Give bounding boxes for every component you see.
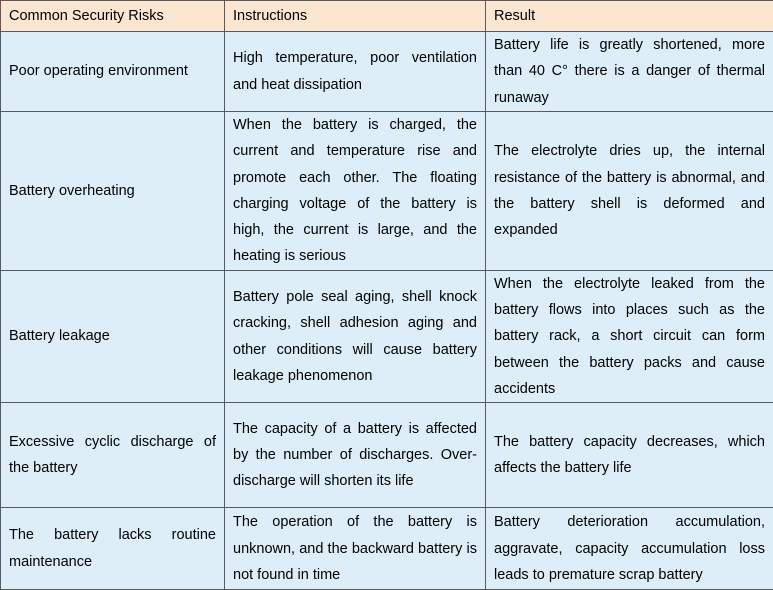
result-cell: The electrolyte dries up, the internal resistance of the battery is abnormal, and the battery shell is deformed and expanded bbox=[486, 112, 773, 271]
result-cell: When the electrolyte leaked from the battery flows into places such as the battery rack, a short circuit can form between the battery packs and cause accidents bbox=[486, 270, 773, 402]
table-row bbox=[1, 112, 773, 271]
result-cell: The battery capacity decreases, which affects the battery life bbox=[486, 403, 773, 508]
table-row bbox=[1, 403, 773, 508]
table-row bbox=[1, 270, 773, 402]
risk-cell: Excessive cyclic discharge of the battery bbox=[1, 403, 225, 508]
header-result: Result bbox=[486, 1, 773, 32]
instructions-cell: The operation of the battery is unknown, and the backward battery is not found in time bbox=[225, 508, 486, 590]
risk-cell: The battery lacks routine maintenance bbox=[1, 508, 225, 590]
instructions-cell: High temperature, poor ventilation and heat dissipation bbox=[225, 32, 486, 112]
risk-cell: Poor operating environment bbox=[1, 32, 225, 112]
risk-cell: Battery leakage bbox=[1, 270, 225, 402]
instructions-cell: When the battery is charged, the current and temperature rise and promote each other. The floating charging voltage of the battery is high, the current is large, and the heating is serious bbox=[225, 112, 486, 271]
result-cell: Battery life is greatly shortened, more than 40 C° there is a danger of thermal runaway bbox=[486, 32, 773, 112]
instructions-cell: Battery pole seal aging, shell knock cracking, shell adhesion aging and other conditions will cause battery leakage phenomenon bbox=[225, 270, 486, 402]
header-row bbox=[1, 1, 773, 32]
risk-cell: Battery overheating bbox=[1, 112, 225, 271]
header-instructions: Instructions bbox=[225, 1, 486, 32]
table-row bbox=[1, 32, 773, 112]
instructions-cell: The capacity of a battery is affected by the number of discharges. Over-discharge will shorten its life bbox=[225, 403, 486, 508]
header-risks: Common Security Risks bbox=[1, 1, 225, 32]
result-cell: Battery deterioration accumulation, aggravate, capacity accumulation loss leads to premature scrap battery bbox=[486, 508, 773, 590]
table-row bbox=[1, 508, 773, 590]
